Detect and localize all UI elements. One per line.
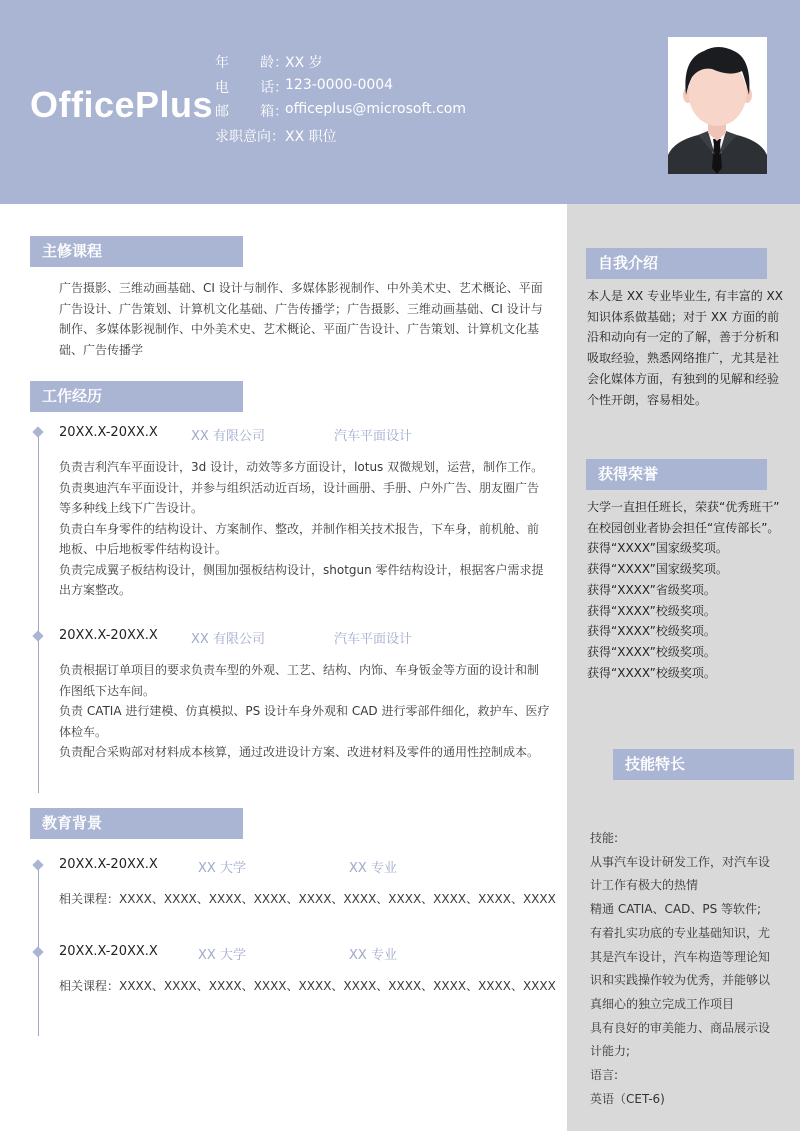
info-value: XX 职位 [285,128,337,145]
description-line: 体检车。 [59,724,108,739]
info-value: officeplus@microsoft.com [285,101,466,117]
education-section-title: 教育背景 [30,808,243,839]
intro-line: 会化媒体方面，有独到的见解和经验 [587,371,780,386]
honor-item: 在校园创业者协会担任“宣传部长”。 [587,520,780,535]
skill-line: 有着扎实功底的专业基础知识，尤 [590,925,771,940]
education-entry-major: XX 专业 [349,948,397,963]
honor-item: 获得“XXXX”国家级奖项。 [587,562,728,577]
brand-name: OfficePlus [30,84,214,125]
info-row-objective [215,126,466,151]
info-row-email [215,101,466,126]
education-entry-major: XX 专业 [349,861,397,876]
work-entry-company: XX 有限公司 [191,429,265,444]
courses-line: 础、广告传播学 [59,342,144,357]
timeline-marker-icon [32,630,43,641]
education-entry-school: XX 大学 [198,861,246,876]
intro-line: 个性开朗，容易相处。 [587,392,708,407]
description-line: 负责配合采购部对材料成本核算，通过改进设计方案、改进材料及零件的通用性控制成本。 [59,745,540,759]
courses-line: 广告摄影、三维动画基础、CI 设计与制作、多媒体影视制作、中外美术史、艺术概论、平面 [59,281,543,295]
info-value: 123-0000-0004 [285,76,394,93]
description-line: 负责完成翼子板结构设计，侧围加强板结构设计，shotgun 零件结构设计，根据客户需求提 [59,562,544,577]
work-entry-date: 20XX.X-20XX.X [59,628,158,643]
skill-line: 语言: [590,1068,619,1083]
intro-line: 知识体系做基础；对于 XX 方面的前 [587,309,780,324]
description-line: 负责 CATIA 进行建模、仿真模拟、PS 设计车身外观和 CAD 进行零部件细化，救护车、医疗 [59,704,550,718]
skill-line: 真细心的独立完成工作项目 [590,996,735,1011]
skill-line: 从事汽车设计研发工作，对汽车设 [590,854,771,869]
info-label: 年 龄： [215,55,289,71]
skill-line: 计能力; [590,1044,631,1059]
honor-item: 获得“XXXX”校级奖项。 [587,644,716,659]
description-line: 出方案整改。 [59,583,132,597]
info-row-phone [215,77,466,102]
timeline-marker-icon [32,946,43,957]
education-entry-courses: 相关课程：XXXX、XXXX、XXXX、XXXX、XXXX、XXXX、XXXX、XXXX、XXXX、XXXX [59,892,556,906]
intro-line: 沿和动向有一定的了解，善于分析和 [587,330,780,345]
courses-line: 广告设计、广告策划、计算机文化基础、广告传播学；广告摄影、三维动画基础、CI 设计与 [59,301,543,316]
education-entry-date: 20XX.X-20XX.X [59,944,158,959]
info-value: XX 岁 [285,55,323,71]
intro-text [587,286,787,410]
skill-line: 技能: [590,831,619,845]
info-label: 电 话： [215,79,289,96]
skill-line: 具有良好的审美能力、商品展示设 [590,1020,771,1035]
courses-line: 制作、多媒体影视制作、中外美术史、艺术概论、平面广告设计、广告策划、计算机文化基 [59,322,540,336]
work-entry-date: 20XX.X-20XX.X [59,425,158,440]
timeline-marker-icon [32,859,43,870]
honors-list [587,497,792,683]
skill-line: 英语（CET-6) [590,1091,665,1106]
work-entry-position: 汽车平面设计 [334,429,413,444]
honor-item: 获得“XXXX”校级奖项。 [587,665,716,680]
description-line: 作图纸下达车间。 [59,683,156,698]
header-banner [0,0,800,204]
work-timeline-line [38,433,39,793]
skill-line: 其是汽车设计，汽车构造等理论知 [590,949,771,964]
description-line: 负责根据订单项目的要求负责车型的外观、工艺、结构、内饰、车身钣金等方面的设计和制 [59,663,540,677]
description-line: 负责吉利汽车平面设计，3d 设计，动效等多方面设计，lotus 双微规划，运营，制作工作。 [59,460,544,474]
timeline-marker-icon [32,426,43,437]
honor-item: 获得“XXXX”校级奖项。 [587,603,716,618]
honors-section-title: 获得荣誉 [586,459,767,490]
description-line: 负责白车身零件的结构设计、方案制作、整改，并制作相关技术报告，下车身，前机舱、前 [59,521,540,536]
skill-line: 计工作有极大的热情 [590,878,699,893]
intro-section-title: 自我介绍 [586,248,767,279]
education-entry-date: 20XX.X-20XX.X [59,857,158,872]
intro-line: 本人是 XX 专业毕业生, 有丰富的 XX [587,289,783,303]
work-entry-description [59,457,559,601]
info-row-age [215,52,466,77]
description-line: 负责奥迪汽车平面设计，并参与组织活动近百场，设计画册、手册、户外广告、朋友圈广告 [59,480,540,495]
honor-item: 获得“XXXX”国家级奖项。 [587,541,728,556]
description-line: 地板、中后地板零件结构设计。 [59,542,228,556]
education-entry-school: XX 大学 [198,948,246,963]
contact-info [215,52,466,150]
description-line: 等多种线上线下广告设计。 [59,501,204,515]
skill-line: 精通 CATIA、CAD、PS 等软件; [590,902,762,917]
skills-section-title: 技能特长 [613,749,794,780]
honor-item: 获得“XXXX”省级奖项。 [587,582,716,597]
avatar-illustration-icon [668,37,767,174]
work-entry-position: 汽车平面设计 [334,632,413,647]
work-entry-company: XX 有限公司 [191,632,265,647]
honor-item: 大学一直担任班长，荣获“优秀班干” [587,500,780,514]
info-label: 求职意向： [215,128,285,145]
work-entry-description [59,660,559,763]
courses-text [59,278,559,360]
work-section-title: 工作经历 [30,381,243,412]
courses-section-title: 主修课程 [30,236,243,267]
info-label: 邮 箱： [215,104,289,120]
skill-line: 识和实践操作较为优秀，并能够以 [590,973,771,988]
intro-line: 吸取经验，熟悉网络推广，尤其是社 [587,351,780,366]
honor-item: 获得“XXXX”校级奖项。 [587,624,716,639]
education-entry-courses: 相关课程：XXXX、XXXX、XXXX、XXXX、XXXX、XXXX、XXXX、XXXX、XXXX、XXXX [59,979,556,993]
skills-text [590,827,780,1111]
profile-photo [668,37,767,174]
